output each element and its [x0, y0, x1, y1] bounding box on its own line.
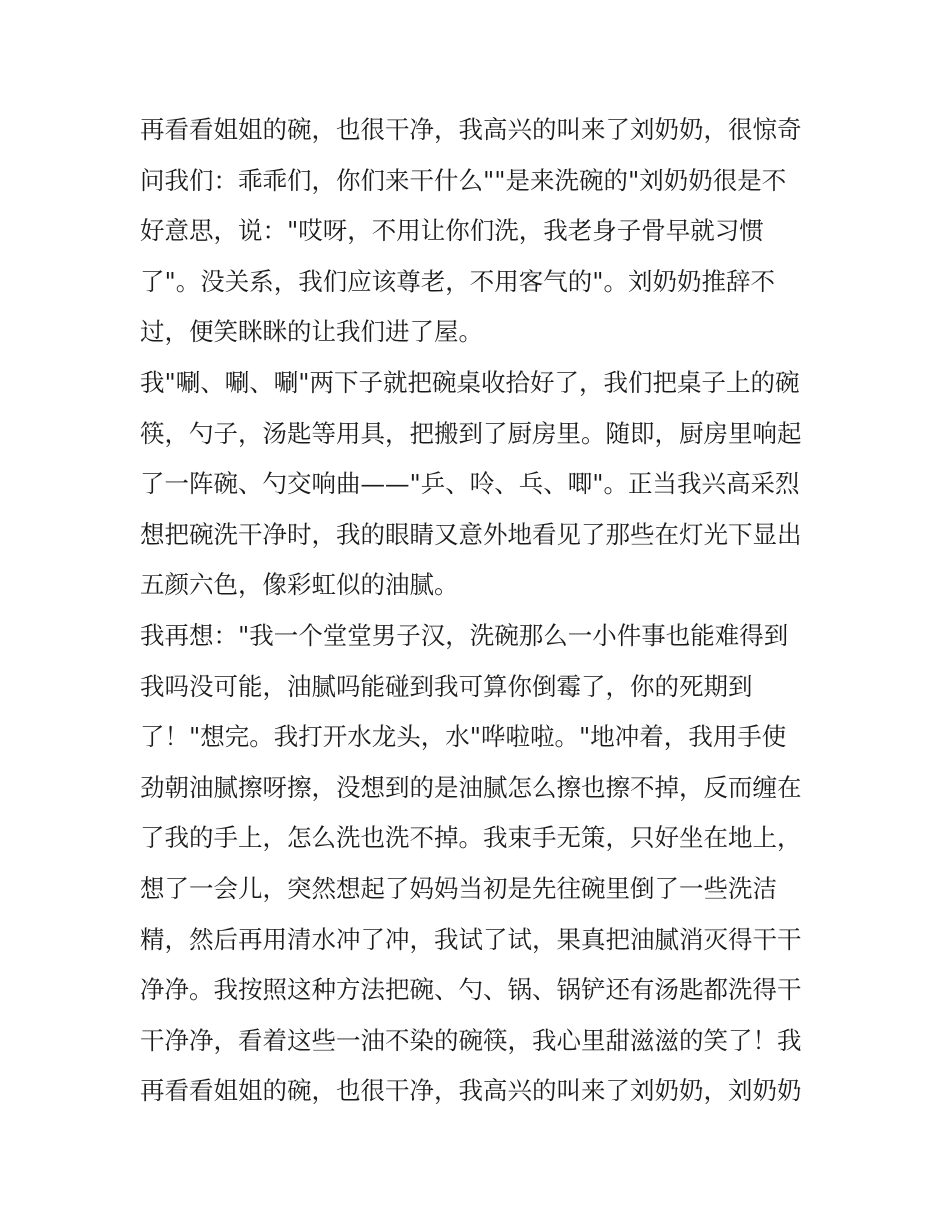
- document-body: [140, 105, 820, 1117]
- text-line: 我吗没可能，油腻吗能碰到我可算你倒霉了，你的死期到: [140, 671, 753, 701]
- text-line: 了！"想完。我打开水龙头，水"哗啦啦。"地冲着，我用手使: [140, 722, 787, 752]
- text-line: 问我们：乖乖们，你们来干什么""是来洗碗的"刘奶奶很是不: [140, 165, 787, 195]
- text-line: 想把碗洗干净时，我的眼睛又意外地看见了那些在灯光下显出: [140, 519, 802, 549]
- text-line: 我"唰、唰、唰"两下子就把碗桌收拾好了，我们把桌子上的碗: [140, 367, 800, 397]
- text-line: 我再想："我一个堂堂男子汉，洗碗那么一小件事也能难得到: [140, 620, 789, 650]
- text-line: 了一阵碗、勺交响曲——"乒、呤、乓、唧"。正当我兴高采烈: [140, 469, 800, 499]
- text-line: 劲朝油腻擦呀擦，没想到的是油腻怎么擦也擦不掉，反而缠在: [140, 772, 802, 802]
- text-line: 筷，勺子，汤匙等用具，把搬到了厨房里。随即，厨房里响起: [140, 418, 802, 448]
- text-line: 了"。没关系，我们应该尊老，不用客气的"。刘奶奶推辞不: [140, 266, 776, 296]
- text-line: 好意思，说："哎呀，不用让你们洗，我老身子骨早就习惯: [140, 216, 764, 246]
- text-line: 过，便笑眯眯的让我们进了屋。: [140, 317, 483, 347]
- text-line: 再看看姐姐的碗，也很干净，我高兴的叫来了刘奶奶，很惊奇: [140, 115, 802, 144]
- text-line: 净净。我按照这种方法把碗、勺、锅、锅铲还有汤匙都洗得干: [140, 975, 802, 1005]
- text-line: 五颜六色，像彩虹似的油腻。: [140, 570, 459, 600]
- text-line: 了我的手上，怎么洗也洗不掉。我束手无策，只好坐在地上，: [140, 823, 802, 853]
- text-line: 精，然后再用清水冲了冲，我试了试，果真把油腻消灭得干干: [140, 924, 802, 954]
- text-line: 想了一会儿，突然想起了妈妈当初是先往碗里倒了一些洗洁: [140, 873, 777, 903]
- text-line: 再看看姐姐的碗，也很干净，我高兴的叫来了刘奶奶，刘奶奶: [140, 1076, 802, 1106]
- text-line: 干净净，看着这些一油不染的碗筷，我心里甜滋滋的笑了！我: [140, 1025, 802, 1055]
